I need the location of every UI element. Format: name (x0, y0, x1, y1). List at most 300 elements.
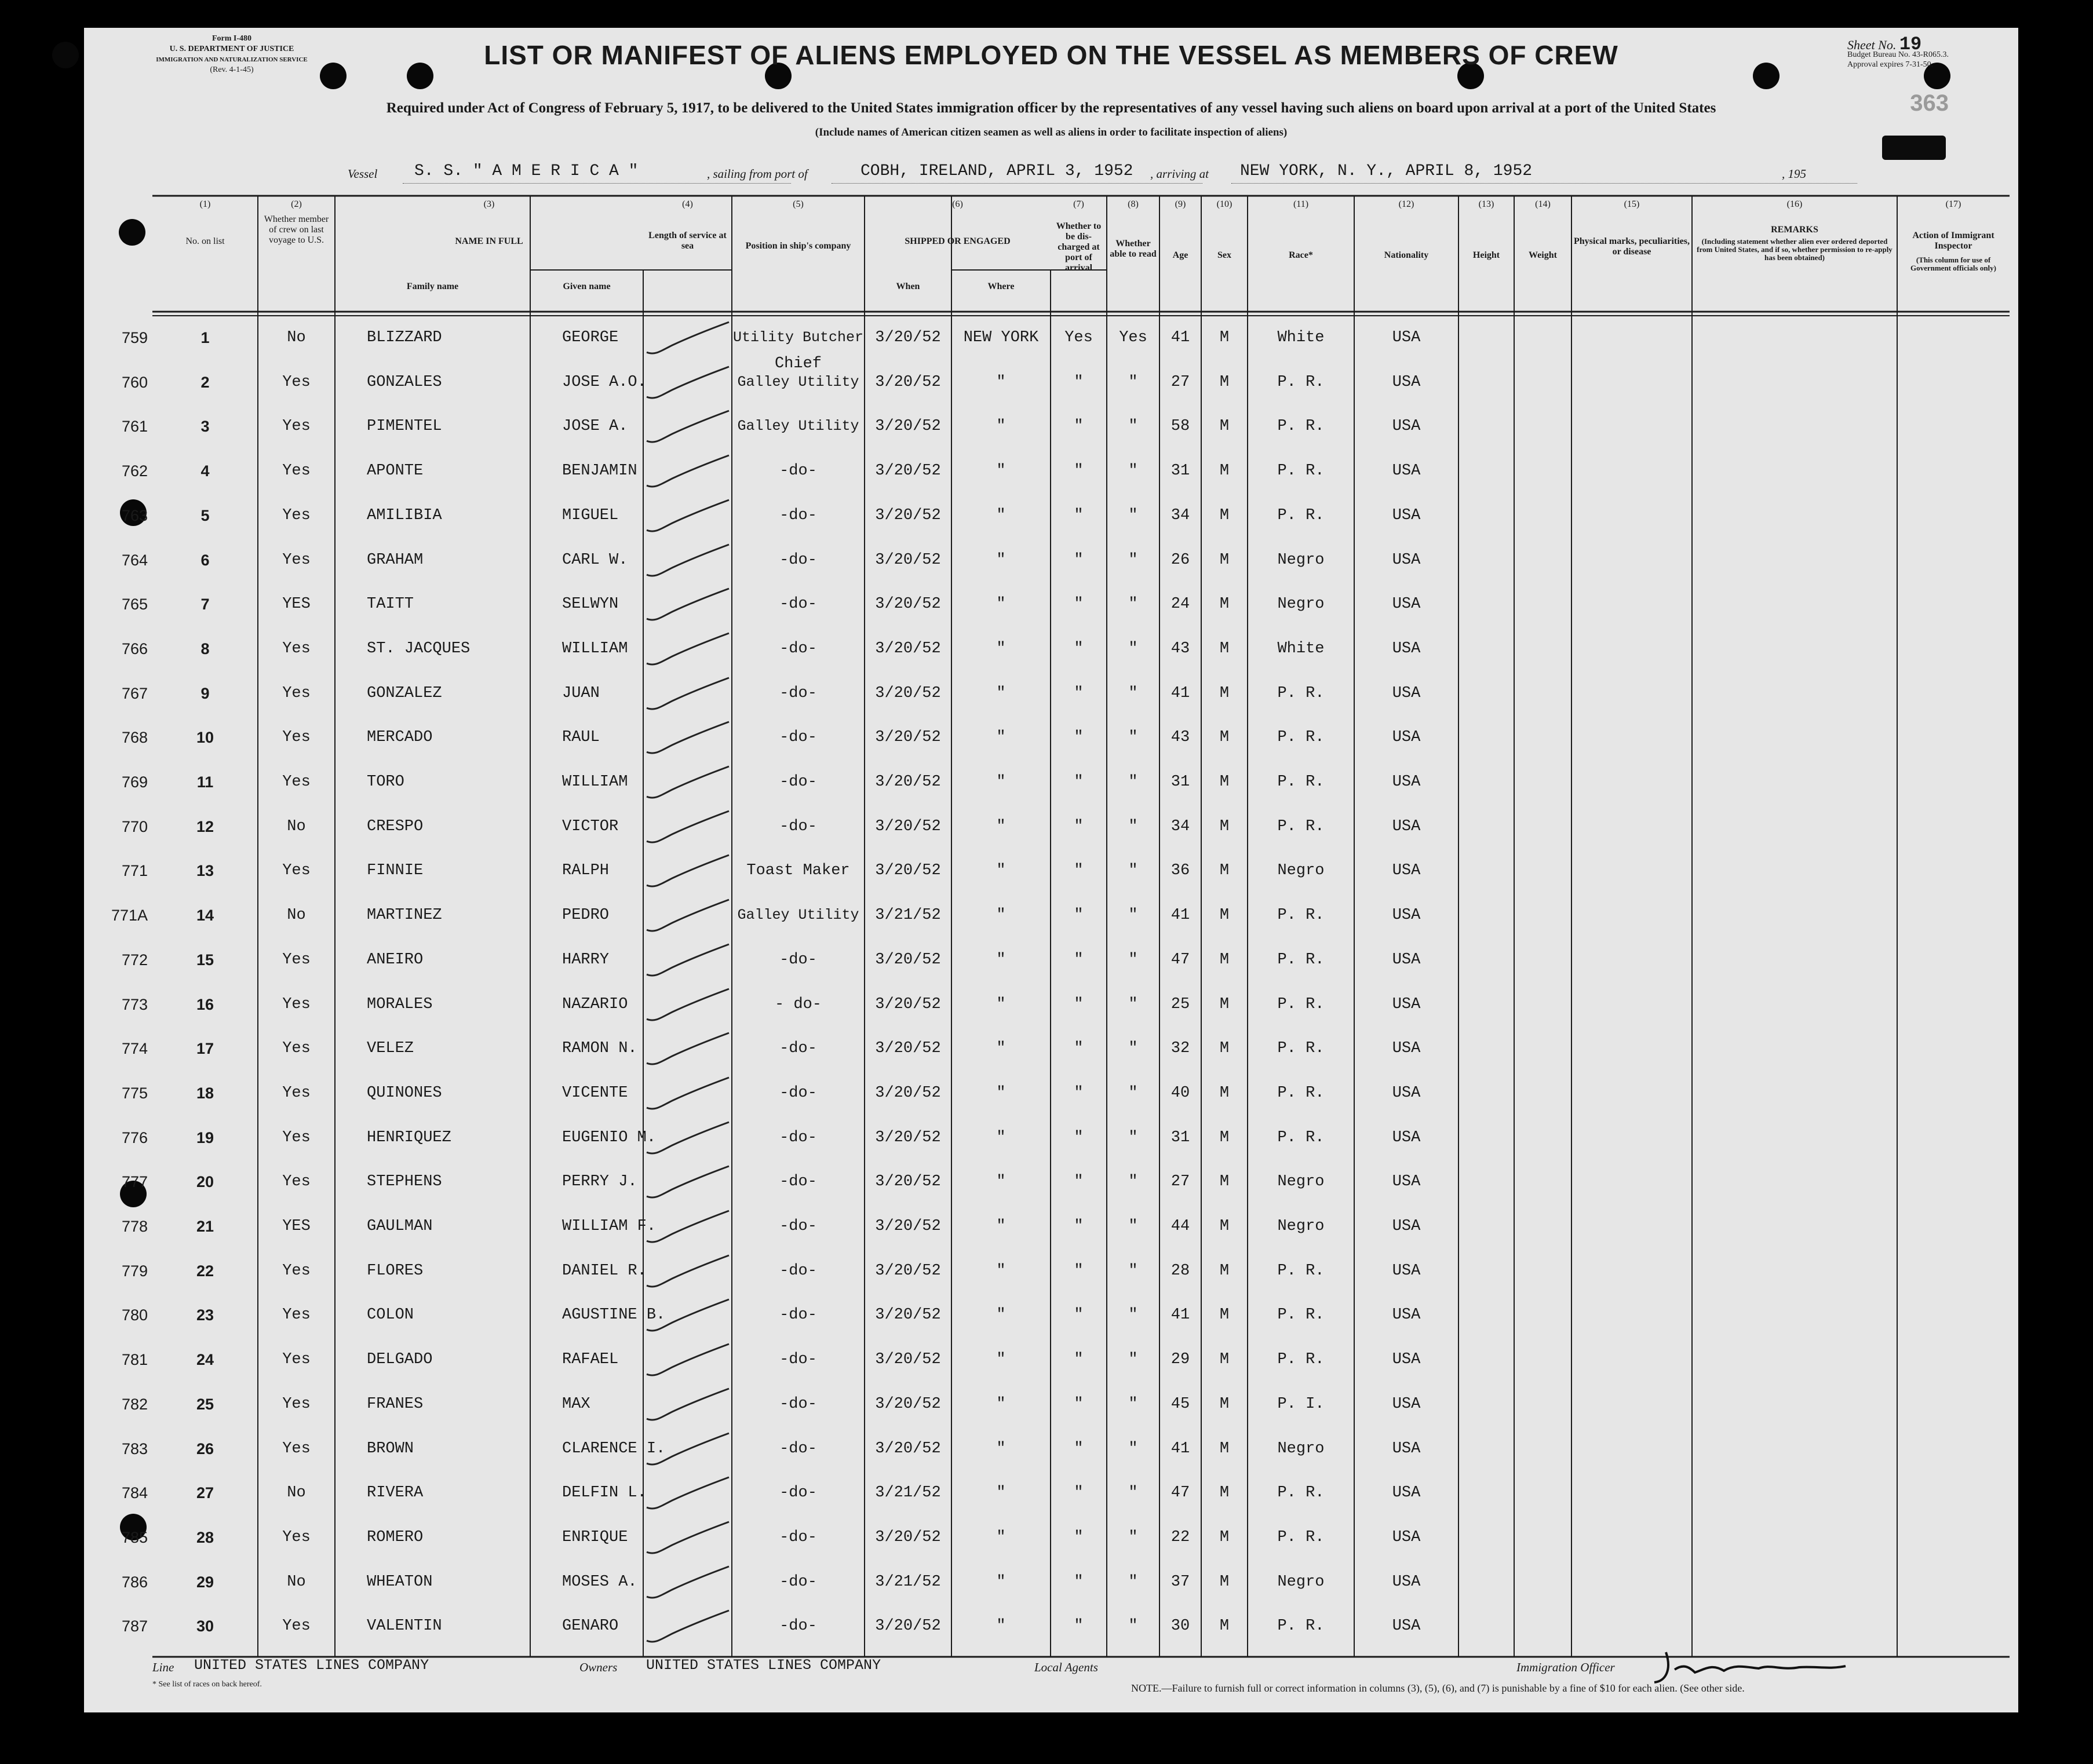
cell-age: 58 (1171, 418, 1190, 436)
cell-family: APONTE (367, 462, 424, 480)
cell-age: 41 (1171, 1306, 1190, 1324)
header-c8-number: (8) (1128, 199, 1139, 209)
cell-nat: USA (1392, 1040, 1421, 1058)
cell-crew: No (287, 1484, 306, 1502)
cell-discharged: " (1074, 684, 1084, 702)
cell-read: " (1128, 1617, 1138, 1635)
table-row (84, 895, 2018, 939)
cell-when: 3/21/52 (875, 1484, 941, 1502)
cell-family: MERCADO (367, 729, 433, 747)
cell-position: -do- (779, 640, 817, 658)
subtitle: Required under Act of Congress of February 5, 1917, to be delivered to the United States immigration officer by the representatives of any vessel having such aliens on board upon arrival at a port of the United States (386, 100, 1716, 116)
cell-where: NEW YORK (963, 329, 1039, 346)
cell-position: Utility Butcher (732, 329, 864, 346)
cell-read: " (1128, 1262, 1138, 1280)
cell-read: " (1128, 1528, 1138, 1546)
header-c3a: Family name (406, 282, 459, 291)
cell-nat: USA (1392, 329, 1421, 346)
cell-age: 47 (1171, 951, 1190, 969)
cell-race: P. R. (1277, 373, 1325, 391)
cell-family: GAULMAN (367, 1218, 433, 1235)
cell-crew: Yes (282, 995, 311, 1013)
manifest-sheet (84, 28, 2018, 1712)
cell-age: 36 (1171, 862, 1190, 880)
row-number: 14 (196, 907, 214, 925)
year-suffix: , 195 (1782, 167, 1806, 181)
cell-race: P. R. (1277, 1084, 1325, 1102)
cell-position: -do- (779, 1128, 817, 1146)
cell-given: HARRY (562, 951, 610, 969)
cell-sex: M (1219, 1128, 1230, 1146)
officer-label: Immigration Officer (1516, 1660, 1615, 1674)
cell-age: 28 (1171, 1262, 1190, 1280)
cell-given: PERRY J. (562, 1173, 637, 1191)
cell-position: -do- (779, 729, 817, 747)
cell-discharged: " (1074, 1262, 1084, 1280)
cell-nat: USA (1392, 995, 1421, 1013)
cell-position: -do- (779, 506, 817, 524)
cell-nat: USA (1392, 1528, 1421, 1546)
cell-family: BLIZZARD (367, 329, 442, 346)
cell-family: GRAHAM (367, 551, 424, 569)
cell-where: " (996, 551, 1006, 569)
cell-age: 25 (1171, 995, 1190, 1013)
cell-position: Galley Utility (737, 418, 859, 435)
cell-read: " (1128, 373, 1138, 391)
row-ref-number: 785 (121, 1528, 148, 1546)
row-number: 13 (196, 862, 214, 880)
cell-given: RAFAEL (562, 1351, 619, 1369)
cell-nat: USA (1392, 1262, 1421, 1280)
cell-sex: M (1219, 373, 1230, 391)
cell-family: TAITT (367, 596, 414, 613)
cell-read: " (1128, 462, 1138, 480)
arriving-label: , arriving at (1150, 167, 1209, 181)
header-c10-number: (10) (1216, 199, 1233, 209)
cell-sex: M (1219, 640, 1230, 658)
cell-age: 34 (1171, 817, 1190, 835)
table-row (84, 1073, 2018, 1117)
cell-family: MARTINEZ (367, 907, 442, 925)
cell-where: " (996, 1306, 1006, 1324)
cell-age: 26 (1171, 551, 1190, 569)
header-c7: Whether to be dis-charged at port of arrival (1056, 221, 1102, 273)
cell-when: 3/20/52 (875, 462, 941, 480)
cell-crew: Yes (282, 373, 311, 391)
cell-given: DELFIN L. (562, 1484, 647, 1502)
line-value: UNITED STATES LINES COMPANY (194, 1657, 429, 1674)
row-ref-number: 770 (121, 817, 148, 835)
cell-discharged: " (1074, 773, 1084, 791)
row-number: 23 (196, 1306, 214, 1324)
cell-position: -do- (779, 773, 817, 791)
cell-family: VALENTIN (367, 1617, 442, 1635)
cell-read: " (1128, 1440, 1138, 1458)
cell-nat: USA (1392, 1440, 1421, 1458)
cell-given: CARL W. (562, 551, 628, 569)
cell-when: 3/20/52 (875, 1395, 941, 1413)
service-check-mark (643, 406, 732, 450)
cell-discharged: " (1074, 1617, 1084, 1635)
cell-age: 31 (1171, 462, 1190, 480)
cell-age: 34 (1171, 506, 1190, 524)
header-c2-number: (2) (291, 199, 302, 209)
cell-sex: M (1219, 1218, 1230, 1235)
cell-read: " (1128, 1084, 1138, 1102)
cell-when: 3/20/52 (875, 1128, 941, 1146)
row-number: 25 (196, 1395, 214, 1413)
row-number: 5 (200, 506, 210, 524)
cell-crew: No (287, 1573, 306, 1591)
table-row (84, 1117, 2018, 1162)
cell-crew: Yes (282, 418, 311, 436)
cell-nat: USA (1392, 1218, 1421, 1235)
cell-family: FLORES (367, 1262, 424, 1280)
service-check-mark (643, 1562, 732, 1606)
cell-sex: M (1219, 951, 1230, 969)
cell-position: Galley Utility (737, 373, 859, 390)
row-ref-number: 786 (121, 1573, 148, 1591)
cell-age: 29 (1171, 1351, 1190, 1369)
cell-when: 3/20/52 (875, 1040, 941, 1058)
cell-nat: USA (1392, 1084, 1421, 1102)
cell-crew: Yes (282, 1528, 311, 1546)
cell-when: 3/20/52 (875, 506, 941, 524)
cell-sex: M (1219, 1084, 1230, 1102)
service-check-mark (643, 629, 732, 673)
row-number: 21 (196, 1218, 214, 1235)
cell-when: 3/20/52 (875, 1306, 941, 1324)
row-ref-number: 774 (121, 1040, 148, 1058)
cell-where: " (996, 1573, 1006, 1591)
cell-race: P. R. (1277, 773, 1325, 791)
cell-sex: M (1219, 1351, 1230, 1369)
cell-when: 3/20/52 (875, 1218, 941, 1235)
row-number: 6 (200, 551, 210, 569)
service-check-mark (643, 717, 732, 761)
cell-crew: Yes (282, 684, 311, 702)
cell-position: -do- (779, 1573, 817, 1591)
cell-position: -do- (779, 684, 817, 702)
header-c17-number: (17) (1945, 199, 1961, 209)
header-c15: Physical marks, peculiarities, or disease (1574, 236, 1690, 257)
cell-age: 22 (1171, 1528, 1190, 1546)
cell-read: " (1128, 1306, 1138, 1324)
row-ref-number: 760 (121, 373, 148, 391)
cell-position: -do- (779, 596, 817, 613)
table-row (84, 406, 2018, 450)
cell-sex: M (1219, 1440, 1230, 1458)
arriving-value: NEW YORK, N. Y., APRIL 8, 1952 (1240, 162, 1533, 180)
cell-nat: USA (1392, 729, 1421, 747)
cell-sex: M (1219, 462, 1230, 480)
cell-crew: Yes (282, 1173, 311, 1191)
cell-race: P. R. (1277, 1351, 1325, 1369)
cell-discharged: " (1074, 1351, 1084, 1369)
cell-race: P. R. (1277, 1484, 1325, 1502)
header-c13: Height (1472, 250, 1500, 260)
cell-sex: M (1219, 1262, 1230, 1280)
cell-discharged: " (1074, 1084, 1084, 1102)
cell-position: -do- (779, 462, 817, 480)
cell-family: ST. JACQUES (367, 640, 471, 658)
cell-where: " (996, 640, 1006, 658)
row-ref-number: 777 (121, 1173, 148, 1191)
row-ref-number: 783 (121, 1440, 148, 1458)
table-row (84, 762, 2018, 806)
cell-discharged: " (1074, 1395, 1084, 1413)
cell-where: " (996, 862, 1006, 880)
cell-where: " (996, 1440, 1006, 1458)
cell-race: P. R. (1277, 1306, 1325, 1324)
cell-when: 3/20/52 (875, 551, 941, 569)
service-check-mark (643, 806, 732, 850)
service-check-mark (643, 1073, 732, 1117)
row-number: 28 (196, 1528, 214, 1546)
cell-given: ENRIQUE (562, 1528, 628, 1546)
cell-given: GENARO (562, 1617, 619, 1635)
header-c9-number: (9) (1175, 199, 1186, 209)
header-c3: NAME IN FULL (455, 236, 523, 246)
cell-race: Negro (1277, 1440, 1325, 1458)
cell-family: COLON (367, 1306, 414, 1324)
cell-crew: YES (282, 1218, 311, 1235)
service-check-mark (643, 1384, 732, 1428)
cell-read: " (1128, 1484, 1138, 1502)
table-row (84, 850, 2018, 894)
table-row (84, 673, 2018, 717)
cell-given: WILLIAM (562, 640, 628, 658)
cell-family: WHEATON (367, 1573, 433, 1591)
cell-nat: USA (1392, 1573, 1421, 1591)
sailing-value: COBH, IRELAND, APRIL 3, 1952 (860, 162, 1133, 180)
cell-age: 40 (1171, 1084, 1190, 1102)
cell-read: " (1128, 1173, 1138, 1191)
cell-read: " (1128, 773, 1138, 791)
cell-position: -do- (779, 1218, 817, 1235)
cell-when: 3/20/52 (875, 596, 941, 613)
service-check-mark (643, 850, 732, 894)
cell-sex: M (1219, 1395, 1230, 1413)
service-check-mark (643, 540, 732, 584)
service-check-mark (643, 673, 732, 717)
cell-read: " (1128, 1351, 1138, 1369)
service-check-mark (643, 1206, 732, 1250)
cell-when: 3/20/52 (875, 1617, 941, 1635)
cell-when: 3/20/52 (875, 1084, 941, 1102)
cell-when: 3/20/52 (875, 817, 941, 835)
cell-nat: USA (1392, 551, 1421, 569)
cell-crew: Yes (282, 1306, 311, 1324)
cell-nat: USA (1392, 817, 1421, 835)
cell-read: " (1128, 907, 1138, 925)
cell-where: " (996, 1128, 1006, 1146)
service-check-mark (643, 762, 732, 806)
service-check-mark (643, 1028, 732, 1072)
cell-race: Negro (1277, 551, 1325, 569)
cell-sex: M (1219, 862, 1230, 880)
cell-crew: Yes (282, 640, 311, 658)
header-c13-number: (13) (1478, 199, 1494, 209)
row-number: 26 (196, 1440, 214, 1458)
owners-value: UNITED STATES LINES COMPANY (646, 1657, 881, 1674)
service-check-mark (643, 1339, 732, 1383)
header-c5-number: (5) (793, 199, 804, 209)
punch-hole (52, 42, 79, 68)
header-c11-number: (11) (1293, 199, 1309, 209)
cell-sex: M (1219, 995, 1230, 1013)
table-row (84, 1251, 2018, 1295)
cell-sex: M (1219, 729, 1230, 747)
cell-where: " (996, 418, 1006, 436)
row-number: 7 (200, 596, 210, 613)
cell-age: 31 (1171, 1128, 1190, 1146)
cell-given: JUAN (562, 684, 600, 702)
cell-discharged: " (1074, 596, 1084, 613)
cell-sex: M (1219, 329, 1230, 346)
races-note: * See list of races on back hereof. (152, 1680, 262, 1689)
cell-read: " (1128, 817, 1138, 835)
service-check-mark (643, 317, 732, 361)
service-check-mark (643, 584, 732, 628)
cell-race: White (1277, 329, 1325, 346)
row-number: 2 (200, 373, 210, 391)
service-check-mark (643, 1162, 732, 1206)
header-c6-number: (6) (952, 199, 963, 209)
cell-discharged: " (1074, 1484, 1084, 1502)
table-row (84, 1295, 2018, 1339)
cell-race: P. R. (1277, 1617, 1325, 1635)
cell-when: 3/20/52 (875, 640, 941, 658)
cell-sex: M (1219, 506, 1230, 524)
cell-given: BENJAMIN (562, 462, 637, 480)
header-c3b: Given name (563, 282, 611, 291)
form-service: IMMIGRATION AND NATURALIZATION SERVICE (156, 56, 308, 63)
cell-when: 3/20/52 (875, 951, 941, 969)
service-check-mark (643, 895, 732, 939)
cell-when: 3/21/52 (875, 907, 941, 925)
cell-crew: Yes (282, 506, 311, 524)
line-label: Line (152, 1660, 174, 1674)
form-revision: (Rev. 4-1-45) (210, 65, 254, 74)
cell-age: 44 (1171, 1218, 1190, 1235)
row-number: 18 (196, 1084, 214, 1102)
cell-sex: M (1219, 551, 1230, 569)
row-number: 22 (196, 1262, 214, 1280)
cell-read: " (1128, 551, 1138, 569)
row-number: 4 (200, 462, 210, 480)
cell-where: " (996, 1395, 1006, 1413)
cell-family: VELEZ (367, 1040, 414, 1058)
header-c14: Weight (1529, 250, 1557, 260)
cell-read: " (1128, 1218, 1138, 1235)
cell-read: " (1128, 1573, 1138, 1591)
stamp-number: 363 (1910, 90, 1949, 116)
cell-position: -do- (779, 817, 817, 835)
cell-nat: USA (1392, 1306, 1421, 1324)
cell-race: Negro (1277, 596, 1325, 613)
cell-when: 3/20/52 (875, 418, 941, 436)
row-ref-number: 766 (121, 640, 148, 658)
cell-sex: M (1219, 684, 1230, 702)
cell-age: 43 (1171, 640, 1190, 658)
cell-discharged: " (1074, 1528, 1084, 1546)
cell-where: " (996, 995, 1006, 1013)
cell-when: 3/21/52 (875, 1573, 941, 1591)
table-row (84, 355, 2018, 406)
cell-where: " (996, 506, 1006, 524)
cell-position: - do- (774, 995, 822, 1013)
cell-family: HENRIQUEZ (367, 1128, 451, 1146)
cell-nat: USA (1392, 1351, 1421, 1369)
service-check-mark (643, 495, 732, 539)
cell-nat: USA (1392, 951, 1421, 969)
cell-age: 45 (1171, 1395, 1190, 1413)
row-ref-number: 768 (121, 729, 148, 747)
cell-race: P. R. (1277, 684, 1325, 702)
row-ref-number: 782 (121, 1395, 148, 1413)
cell-where: " (996, 1351, 1006, 1369)
penalty-note: NOTE.—Failure to furnish full or correct information in columns (3), (5), (6), and (7) is punishable by a fine of $10 for each alien. (See other side. (1131, 1682, 1745, 1694)
cell-given: MAX (562, 1395, 590, 1413)
cell-where: " (996, 1484, 1006, 1502)
cell-sex: M (1219, 817, 1230, 835)
cell-age: 41 (1171, 684, 1190, 702)
cell-nat: USA (1392, 862, 1421, 880)
header-c11: Race* (1289, 250, 1313, 260)
cell-sex: M (1219, 418, 1230, 436)
cell-position: -do- (779, 1262, 817, 1280)
cell-read: " (1128, 951, 1138, 969)
cell-discharged: " (1074, 640, 1084, 658)
cell-crew: No (287, 907, 306, 925)
cell-crew: Yes (282, 729, 311, 747)
cell-crew: No (287, 817, 306, 835)
cell-age: 41 (1171, 329, 1190, 346)
row-ref-number: 773 (121, 995, 148, 1013)
cell-position: -do- (779, 1040, 817, 1058)
table-row (84, 540, 2018, 584)
table-row (84, 495, 2018, 539)
cell-when: 3/20/52 (875, 684, 941, 702)
cell-discharged: " (1074, 817, 1084, 835)
header-c12-number: (12) (1398, 199, 1414, 209)
cell-crew: Yes (282, 551, 311, 569)
row-ref-number: 778 (121, 1218, 148, 1235)
cell-sex: M (1219, 1617, 1230, 1635)
cell-race: Negro (1277, 1573, 1325, 1591)
cell-crew: Yes (282, 1351, 311, 1369)
cell-crew: YES (282, 596, 311, 613)
cell-crew: Yes (282, 1128, 311, 1146)
cell-family: STEPHENS (367, 1173, 442, 1191)
cell-given: RALPH (562, 862, 610, 880)
service-check-mark (643, 451, 732, 495)
row-ref-number: 765 (121, 596, 148, 613)
cell-race: Negro (1277, 862, 1325, 880)
cell-discharged: " (1074, 462, 1084, 480)
cell-position: -do- (779, 1617, 817, 1635)
cell-crew: Yes (282, 951, 311, 969)
table-row (84, 984, 2018, 1028)
table-row (84, 940, 2018, 984)
row-number: 9 (200, 684, 210, 702)
service-check-mark (643, 1295, 732, 1339)
cell-discharged: " (1074, 1040, 1084, 1058)
cell-when: 3/20/52 (875, 729, 941, 747)
cell-sex: M (1219, 907, 1230, 925)
cell-position: -do- (779, 1084, 817, 1102)
